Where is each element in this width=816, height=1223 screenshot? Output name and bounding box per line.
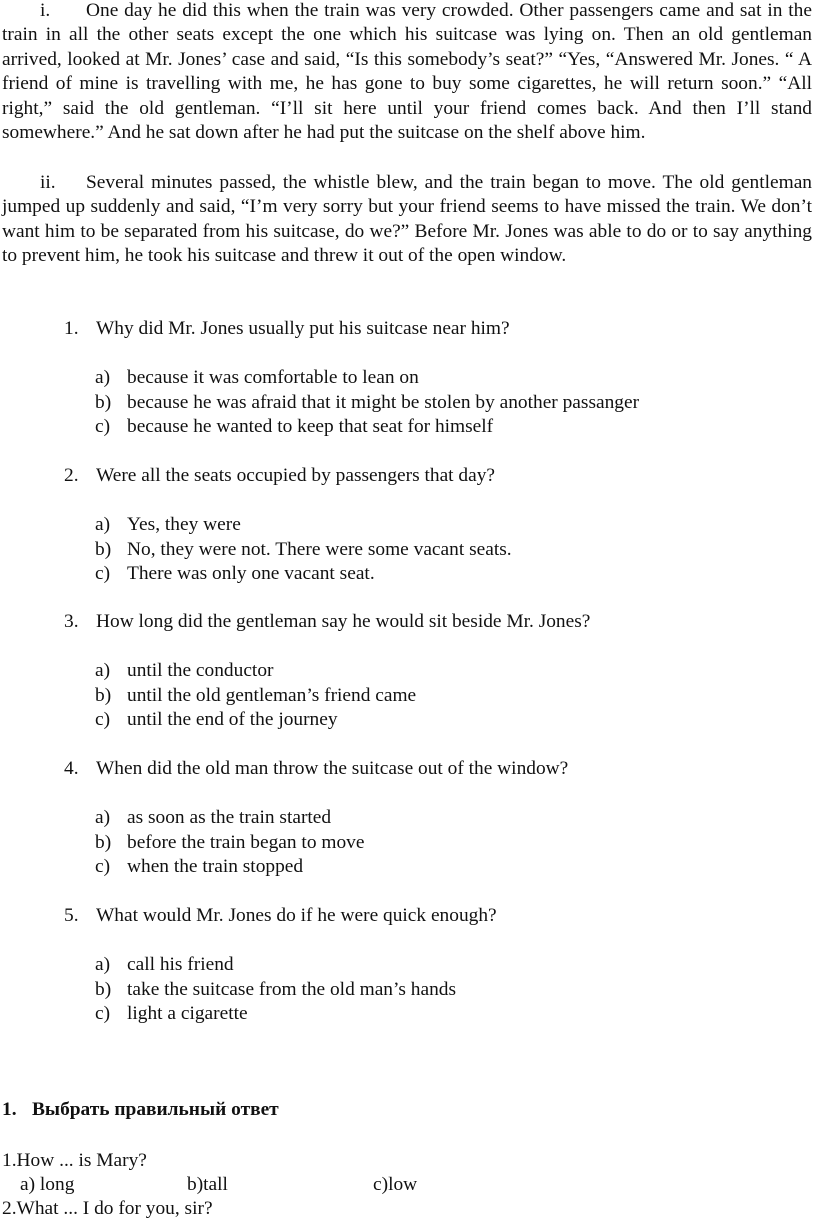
option-c — [95, 562, 512, 587]
paragraph-text: Several minutes passed, the whistle blew, and the train began to move. The old gentleman jumped up suddenly and said, “I’m very sorry but your friend seems to have missed the train. We don’t want him to be separated from his suitcase, do we?” Before Mr. Jones was able to do or to say anything to prevent him, he took his suitcase and threw it out of the open window. — [2, 172, 812, 267]
question-5 — [64, 904, 497, 928]
option-text: because he wanted to keep that seat for himself — [127, 416, 494, 437]
option-letter: a) — [95, 807, 111, 828]
option-text: light a cigarette — [127, 1003, 248, 1024]
option-text: when the train stopped — [127, 856, 304, 877]
option-letter: b) — [95, 538, 112, 560]
question-text: How long did the gentleman say he would sit beside Mr. Jones? — [96, 611, 591, 632]
option-text: No, they were not. There were some vacant seats. — [127, 538, 512, 560]
paragraph-text: One day he did this when the train was very crowded. Other passengers came and sat in the train in all the other seats except the one which his suitcase was lying on. Then an old gentleman arrived, looked at Mr. Jones’ case and said, “Is this somebody’s seat?” “Yes, “Answered Mr. Jones. “ A friend of mine is travelling with me, he has gone to buy some cigarettes, he will return soon.” “All right,” said the old gentleman. “I’ll sit here until your friend comes back. And then I’ll stand somewhere.” And he sat down after he had put the suitcase on the shelf above him. — [2, 0, 812, 144]
option-letter: b) — [95, 684, 112, 706]
option-letter: a) — [95, 660, 111, 681]
question-number: 1. — [64, 318, 79, 339]
option-text: Yes, they were — [127, 514, 241, 535]
option-b — [95, 684, 416, 709]
question-text: What would Mr. Jones do if he were quick enough? — [96, 905, 497, 926]
option-a — [95, 366, 639, 391]
question-5-options — [95, 953, 456, 1027]
option-letter: b) — [95, 978, 112, 1000]
task-item-1-option-a: a) long — [20, 1174, 75, 1195]
option-text: There was only one vacant seat. — [127, 563, 375, 584]
question-4 — [64, 757, 568, 781]
question-3 — [64, 610, 590, 634]
option-c — [95, 855, 364, 880]
option-letter: c) — [95, 563, 111, 584]
option-text: until the end of the journey — [127, 709, 338, 730]
paragraph-number: ii. — [40, 172, 56, 193]
option-letter: b) — [95, 831, 112, 853]
question-number: 5. — [64, 905, 79, 926]
option-letter: a) — [95, 367, 111, 388]
task-item-2-prompt: 2.What ... I do for you, sir? — [2, 1198, 213, 1219]
option-b — [95, 978, 456, 1003]
option-b — [95, 538, 512, 563]
option-letter: a) — [95, 954, 111, 975]
paragraph-number: i. — [40, 0, 51, 21]
option-text: because he was afraid that it might be stolen by another passanger — [127, 391, 640, 413]
question-4-options — [95, 806, 364, 880]
question-number: 3. — [64, 611, 79, 632]
option-letter: c) — [95, 1003, 111, 1024]
question-2 — [64, 464, 495, 488]
question-1 — [64, 317, 510, 341]
option-a — [95, 659, 416, 684]
option-text: before the train began to move — [127, 831, 365, 853]
task-number: 1. — [2, 1099, 17, 1120]
option-letter: c) — [95, 416, 111, 437]
option-a — [95, 513, 512, 538]
option-text: as soon as the train started — [127, 807, 332, 828]
option-a — [95, 953, 456, 978]
question-2-options — [95, 513, 512, 587]
option-text: because it was comfortable to lean on — [127, 367, 419, 388]
story-paragraph-1 — [2, 0, 812, 145]
option-text: until the old gentleman’s friend came — [127, 684, 417, 706]
task-item-1-prompt: 1.How ... is Mary? — [2, 1150, 147, 1171]
option-letter: c) — [95, 856, 111, 877]
option-letter: c) — [95, 709, 111, 730]
option-letter: a) — [95, 514, 111, 535]
option-text: take the suitcase from the old man’s hands — [127, 978, 457, 1000]
question-text: Were all the seats occupied by passengers that day? — [96, 465, 496, 486]
question-text: When did the old man throw the suitcase out of the window? — [96, 758, 569, 779]
option-b — [95, 391, 639, 416]
question-text: Why did Mr. Jones usually put his suitcase near him? — [96, 318, 510, 339]
option-text: call his friend — [127, 954, 234, 975]
task-item-1-option-c: c)low — [373, 1174, 418, 1195]
task-item-1-option-b: b)tall — [187, 1174, 228, 1195]
question-3-options — [95, 659, 416, 733]
option-c — [95, 1002, 456, 1027]
question-number: 2. — [64, 465, 79, 486]
option-letter: b) — [95, 391, 112, 413]
option-text: until the conductor — [127, 660, 274, 681]
question-1-options — [95, 366, 639, 440]
story-paragraph-2 — [2, 171, 812, 269]
option-c — [95, 708, 416, 733]
question-number: 4. — [64, 758, 79, 779]
task-heading — [2, 1098, 279, 1122]
option-a — [95, 806, 364, 831]
option-b — [95, 831, 364, 856]
task-title: Выбрать правильный ответ — [32, 1099, 279, 1120]
option-c — [95, 415, 639, 440]
